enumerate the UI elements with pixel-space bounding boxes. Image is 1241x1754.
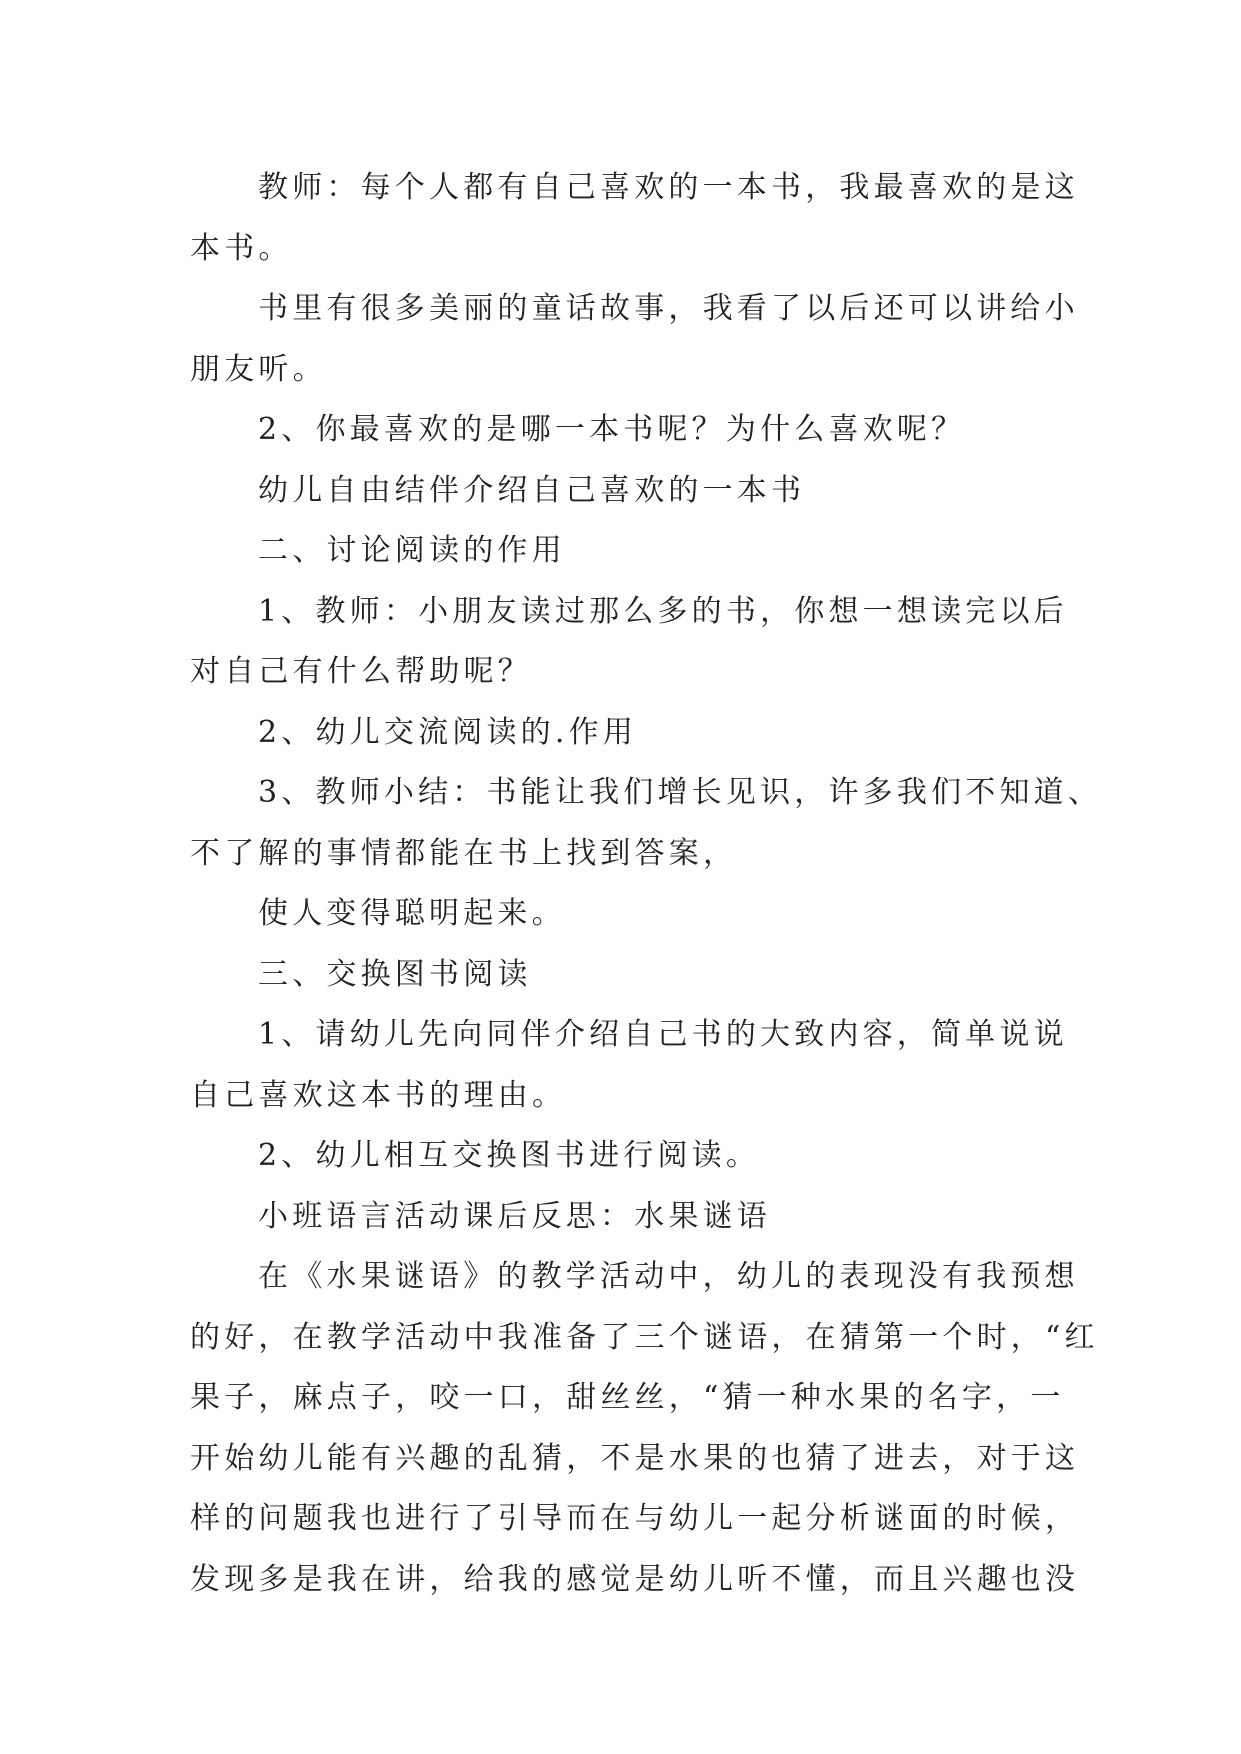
text-line: 使人变得聪明起来。 [258, 896, 566, 931]
text-line: 发现多是我在讲，给我的感觉是幼儿听不懂，而且兴趣也没 [190, 1561, 1080, 1597]
text-line: 2、幼儿相互交换图书进行阅读。 [258, 1138, 761, 1173]
text-line: 开始幼儿能有兴趣的乱猜，不是水果的也猜了进去，对于这 [190, 1440, 1080, 1476]
text-line: 2、你最喜欢的是哪一本书呢？为什么喜欢呢？ [258, 412, 966, 447]
text-line: 1、请幼儿先向同伴介绍自己书的大致内容，简单说说 [258, 1017, 1068, 1052]
text-line: 对自己有什么帮助呢？ [190, 654, 532, 689]
text-line: 不了解的事情都能在书上找到答案， [190, 835, 738, 871]
text-line: 本书。 [190, 230, 293, 266]
text-line: 2、幼儿交流阅读的.作用 [258, 714, 638, 750]
text-line: 1、教师：小朋友读过那么多的书，你想一想读完以后 [258, 593, 1068, 629]
text-line: 自己喜欢这本书的理由。 [190, 1077, 567, 1113]
section-heading: 三、交换图书阅读 [258, 956, 532, 992]
body-text [190, 158, 1103, 1610]
text-line: 教师：每个人都有自己喜欢的一本书，我最喜欢的是这 [258, 170, 1079, 205]
text-line: 在《水果谜语》的教学活动中，幼儿的表现没有我预想 [258, 1259, 1079, 1294]
text-line: 3、教师小结：书能让我们增长见识，许多我们不知道、 [258, 775, 1103, 810]
text-line: 果子，麻点子，咬一口，甜丝丝，“猜一种水果的名字，一 [190, 1380, 1065, 1415]
text-line: 的好，在教学活动中我准备了三个谜语，在猜第一个时，“红 [190, 1319, 1099, 1355]
text-line: 样的问题我也进行了引导而在与幼儿一起分析谜面的时候， [190, 1501, 1080, 1536]
text-line: 朋友听。 [190, 351, 327, 387]
text-line: 幼儿自由结伴介绍自己喜欢的一本书 [258, 472, 806, 508]
section-heading: 二、讨论阅读的作用 [258, 533, 566, 568]
section-heading: 小班语言活动课后反思：水果谜语 [258, 1198, 771, 1234]
text-line: 书里有很多美丽的童话故事，我看了以后还可以讲给小 [258, 291, 1079, 326]
